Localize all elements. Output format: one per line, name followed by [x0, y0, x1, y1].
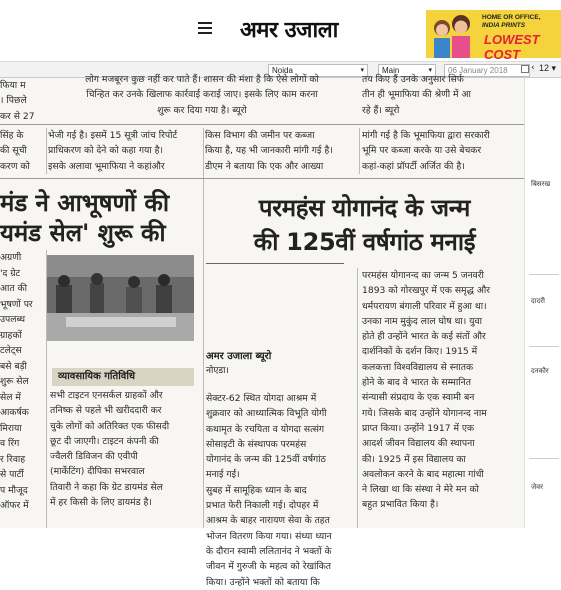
calendar-icon[interactable] [521, 65, 529, 73]
side-link-jewar[interactable]: जेवर [531, 483, 543, 491]
top-right-column: तय किए हैं उनके अनुसार सिर्फ तीन ही भूमाफिया की श्रेणी में आ रहे हैं। ब्यूरो [362, 74, 471, 116]
side-link-dankaur[interactable]: दनकौर [531, 367, 549, 375]
left-story-headline: मंड ने आभूषणों की यमंड सेल' शुरू की [0, 189, 170, 247]
divider [529, 458, 559, 459]
ad-text-line3: LOWEST COST [484, 32, 540, 62]
dateline: नोएडा। [206, 366, 229, 376]
divider [529, 346, 559, 347]
jewellery-store-photo-icon [46, 255, 194, 341]
ad-text-line2: INDIA PRINTS [482, 22, 526, 29]
side-link-dadri[interactable]: दादरी [531, 297, 545, 305]
advertisement-banner[interactable] [426, 10, 561, 62]
band-column-1: सिंह के की सूची करण को [0, 130, 30, 172]
byline: अमर उजाला ब्यूरो [206, 351, 272, 362]
column-rule [359, 128, 360, 174]
top-mid-column: लोग मजबूरन कुछ नहीं कर पाते हैं। शासन की मंशा है कि ऐसे लोगों को चिन्हित कर उनके खिलाफ कार्रवाई कराई जाए। इसके लिए काम करना शुरू कर दिया गया है। ब्यूरो [85, 74, 319, 116]
band-column-3: किस विभाग की जमीन पर कब्जा किया है, यह भी जानकारी मांगी गई है। डीएम ने बताया कि एक और आख्या [205, 130, 333, 172]
chevron-down-icon: ▾ [360, 67, 364, 74]
main-story-column-1: सेक्टर-62 स्थित योगदा आश्रम में शुक्रवार को आध्यात्मिक विभूति योगी कथामृत के रचयिता व योगदा सत्संग सोसाइटी के संस्थापक परमहंस योगानंद के जन्म की 125वीं वर्षगांठ मनाई गई। सुबह में सामूहिक ध्यान के बाद प्रभात फेरी निकाली गई। दोपहर में आश्रम के बाहर नारायण सेवा के तहत भोजन वितरण किया गया। संध्या ध्यान के दौरान स्वामी ललितानंद ने भक्तों के जीवन में गुरुजी के महत्व को रेखांकित किया। उन्होंने भक्तों को बताया कि [206, 393, 332, 588]
top-left-column: फिया म । पिछले कर से 27 [0, 80, 35, 122]
store-photo [46, 255, 194, 341]
related-news-panel [524, 78, 561, 528]
date-value: 06 January 2018 [448, 66, 508, 75]
band-column-4: मांगी गई है कि भूमाफिया द्वारा सरकारी भूमि पर कब्जा करके या उसे बेचकर कहां-कहां प्रॉपर्टी अर्जित की है। [362, 130, 490, 172]
section-value: Main [382, 66, 400, 75]
site-logo[interactable]: अमर उजाला [240, 17, 338, 43]
edition-value: Noida [272, 66, 293, 75]
chevron-down-icon: ▾ [428, 67, 432, 74]
divider [0, 124, 524, 125]
ad-text-line1: HOME OR OFFICE, [482, 14, 541, 21]
page-select[interactable]: 12 ▾ [539, 63, 557, 73]
page-value: 12 [539, 63, 550, 73]
main-story-headline: परमहंस योगानंद के जन्म की 125वीं वर्षगांठ मनाई [253, 194, 476, 256]
divider [0, 178, 524, 179]
hamburger-menu-icon[interactable] [198, 22, 212, 34]
left-story-body: सभी टाइटन एनसर्कल ग्राहकों और तनिष्क से पहले भी खरीददारी कर चुके लोगों को अतिरिक्त एक फीसदी छूट दी जाएगी। टाइटन कंपनी की ज्वैलरी डिविजन की एवीपी (मार्केटिंग) दीपिका सभरवाल तिवारी ने कहा कि ग्रेट डायमंड सेल में हर किसी के लिए डायमंड है। [50, 390, 170, 509]
band-column-2: भेजी गई है। इसमें 15 सूत्री जांच रिपोर्ट प्राधिकरण को देने को कहा गया है। इसके अलावा भूमाफिया ने कहांऔर [48, 130, 178, 172]
divider [529, 274, 559, 275]
kids-photo-icon [428, 12, 476, 58]
site-header [0, 0, 561, 62]
side-link-bisrakh[interactable]: बिसरख [531, 180, 551, 188]
left-story-side-text: अग्रणी 'द ग्रेट आत की भूषणों पर उपलब्ध ग्राहकों टलेट्स बसे बड़ी शुरू सेल सेल में आकर्षक मिराया व रिंग र रिवाह से पार्टी प मौजूद ऑफर में [0, 252, 33, 511]
column-rule [46, 128, 47, 174]
main-story-column-2: परमहंस योगानन्द का जन्म 5 जनवरी 1893 को गोरखपुर में एक समृद्ध और धर्मपरायण बंगाली परिवार में हुआ था। उनका नाम मुकुंद लाल घोष था। युवा होते ही उन्होंने भारत के कई संतों और दार्शनिकों के दर्शन किए। 1915 में कलकत्ता विश्वविद्यालय से स्नातक होने के बाद वे भारत के सम्मानित संन्यासी संप्रदाय के एक स्वामी बन गये। जिसके बाद उन्होंने योगानन्द नाम प्राप्त किया। उन्होंने 1917 में एक आदर्श जीवन विद्यालय की स्थापना की। 1925 में इस विद्यालय का अवलोकन करने के बाद महात्मा गांधी ने लिखा था कि संस्था ने मेरे मन को बहुत प्रभावित किया है। [362, 270, 490, 511]
page-prev-icon[interactable]: ‹ [531, 63, 535, 73]
divider [206, 263, 344, 264]
newspaper-page[interactable] [0, 74, 524, 588]
column-rule [357, 268, 358, 528]
section-kicker: व्यावसायिक गतिविधि [52, 368, 194, 386]
column-rule [46, 250, 47, 528]
